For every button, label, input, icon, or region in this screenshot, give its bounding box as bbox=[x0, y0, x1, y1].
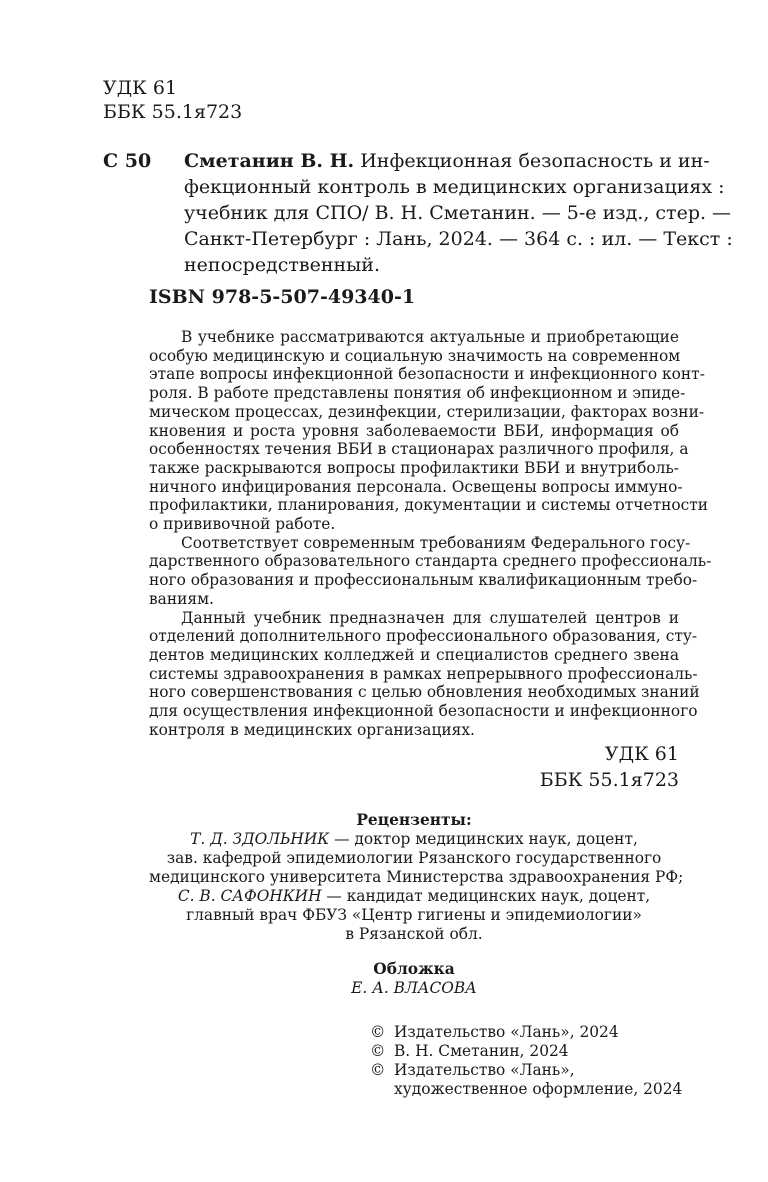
copyright-line bbox=[370, 1080, 682, 1099]
biblio-line bbox=[184, 148, 710, 174]
copyright-text: художественное оформление, 2024 bbox=[394, 1080, 683, 1098]
annotation-line: для осуществления инфекционной безопасности и инфекционного bbox=[149, 702, 698, 721]
biblio-line: непосредственный. bbox=[184, 254, 381, 276]
cover-credit bbox=[149, 960, 679, 998]
copyright-line bbox=[370, 1042, 682, 1061]
annotation-line: роля. В работе представлены понятия об инфекционном и эпиде- bbox=[149, 384, 686, 403]
reviewer-line: в Рязанской обл. bbox=[345, 925, 483, 943]
annotation-line: особую медицинскую и социальную значимость на современном bbox=[149, 346, 681, 365]
classification-top bbox=[103, 76, 242, 124]
annotation-line: профилактики, планирования, документации и системы отчетности bbox=[149, 496, 709, 515]
annotation-line: кновения и роста уровня заболеваемости ВБИ, информация об bbox=[149, 421, 679, 440]
copyright-line bbox=[370, 1061, 682, 1080]
annotation-paragraph bbox=[149, 328, 709, 534]
annotation-line: дентов медицинских колледжей и специалистов среднего звена bbox=[149, 645, 679, 664]
reviewer-title: — кандидат медицинских наук, доцент, bbox=[321, 887, 651, 905]
annotation-line: ничного инфицирования персонала. Освещены вопросы иммуно- bbox=[149, 477, 683, 496]
udk-code: УДК 61 bbox=[103, 77, 178, 99]
reviewer-line: зав. кафедрой эпидемиологии Рязанского государственного bbox=[166, 849, 662, 867]
annotation-line: также раскрываются вопросы профилактики ВБИ и внутриболь- bbox=[149, 458, 679, 477]
annotation-line: В учебнике рассматриваются актуальные и приобретающие bbox=[181, 328, 679, 346]
reviewer-line bbox=[149, 887, 679, 906]
isbn: ISBN 978-5-507-49340-1 bbox=[149, 286, 416, 308]
author-name: Сметанин В. Н. bbox=[184, 150, 355, 172]
reviewer-line: главный врач ФБУЗ «Центр гигиены и эпидемиологии» bbox=[186, 906, 642, 924]
annotation-line: ваниям. bbox=[149, 589, 214, 608]
copyright-icon: © bbox=[370, 1042, 386, 1060]
author-mark: С 50 bbox=[103, 150, 152, 172]
annotation-line: Соответствует современным требованиям Федерального госу- bbox=[181, 533, 691, 552]
annotation-line: о прививочной работе. bbox=[149, 515, 336, 534]
biblio-line: учебник для СПО/ В. Н. Сметанин. — 5-е изд., стер. — bbox=[184, 202, 732, 224]
annotation-line: этапе вопросы инфекционной безопасности и инфекционного конт- bbox=[149, 365, 705, 384]
reviewer-name: С. В. САФОНКИН bbox=[177, 887, 322, 905]
biblio-line: Санкт-Петербург : Лань, 2024. — 364 с. : ил. — Текст : bbox=[184, 228, 733, 250]
annotation-line: особенностях течения ВБИ в стационарах различного профиля, а bbox=[149, 440, 689, 459]
copyright-text: В. Н. Сметанин, 2024 bbox=[394, 1042, 569, 1060]
bibliographic-description bbox=[184, 148, 733, 278]
copyright-icon: © bbox=[370, 1023, 386, 1041]
copyright-text: Издательство «Лань», 2024 bbox=[394, 1023, 619, 1041]
reviewers-block bbox=[149, 811, 684, 944]
annotation bbox=[149, 328, 712, 739]
reviewer-title: — доктор медицинских наук, доцент, bbox=[329, 830, 638, 848]
annotation-paragraph bbox=[149, 608, 700, 740]
biblio-line: фекционный контроль в медицинских организациях : bbox=[184, 176, 725, 198]
annotation-line: отделений дополнительного профессионального образования, сту- bbox=[149, 627, 698, 646]
biblio-line-text: Инфекционная безопасность и ин- bbox=[360, 150, 710, 172]
copyright-notices bbox=[370, 1023, 682, 1099]
annotation-line: дарственного образовательного стандарта среднего профессиональ- bbox=[149, 552, 712, 571]
annotation-line: ного образования и профессиональным квалификационным требо- bbox=[149, 571, 698, 590]
copyright-line bbox=[370, 1023, 682, 1042]
reviewer-line: медицинского университета Министерства здравоохранения РФ; bbox=[149, 868, 684, 886]
bbk-code: ББК 55.1я723 bbox=[539, 769, 679, 791]
annotation-line: Данный учебник предназначен для слушателей центров и bbox=[181, 608, 679, 627]
classification-bottom bbox=[540, 741, 679, 793]
reviewer-line bbox=[149, 830, 679, 849]
cover-heading: Обложка bbox=[373, 960, 455, 978]
bbk-code: ББК 55.1я723 bbox=[103, 101, 243, 123]
bibliographic-record bbox=[103, 148, 733, 278]
reviewers-heading: Рецензенты: bbox=[356, 811, 472, 829]
reviewer-name: Т. Д. ЗДОЛЬНИК bbox=[190, 830, 330, 848]
annotation-line: мическом процессах, дезинфекции, стерилизации, факторах возни- bbox=[149, 402, 705, 421]
cover-designer: Е. А. ВЛАСОВА bbox=[351, 979, 477, 997]
udk-code: УДК 61 bbox=[604, 743, 679, 765]
annotation-line: системы здравоохранения в рамках непрерывного профессиональ- bbox=[149, 664, 698, 683]
annotation-line: ного совершенствования с целью обновления необходимых знаний bbox=[149, 683, 700, 702]
annotation-paragraph bbox=[149, 533, 712, 609]
annotation-line: контроля в медицинских организациях. bbox=[149, 720, 475, 739]
copyright-text: Издательство «Лань», bbox=[394, 1061, 575, 1079]
copyright-icon: © bbox=[370, 1061, 386, 1079]
